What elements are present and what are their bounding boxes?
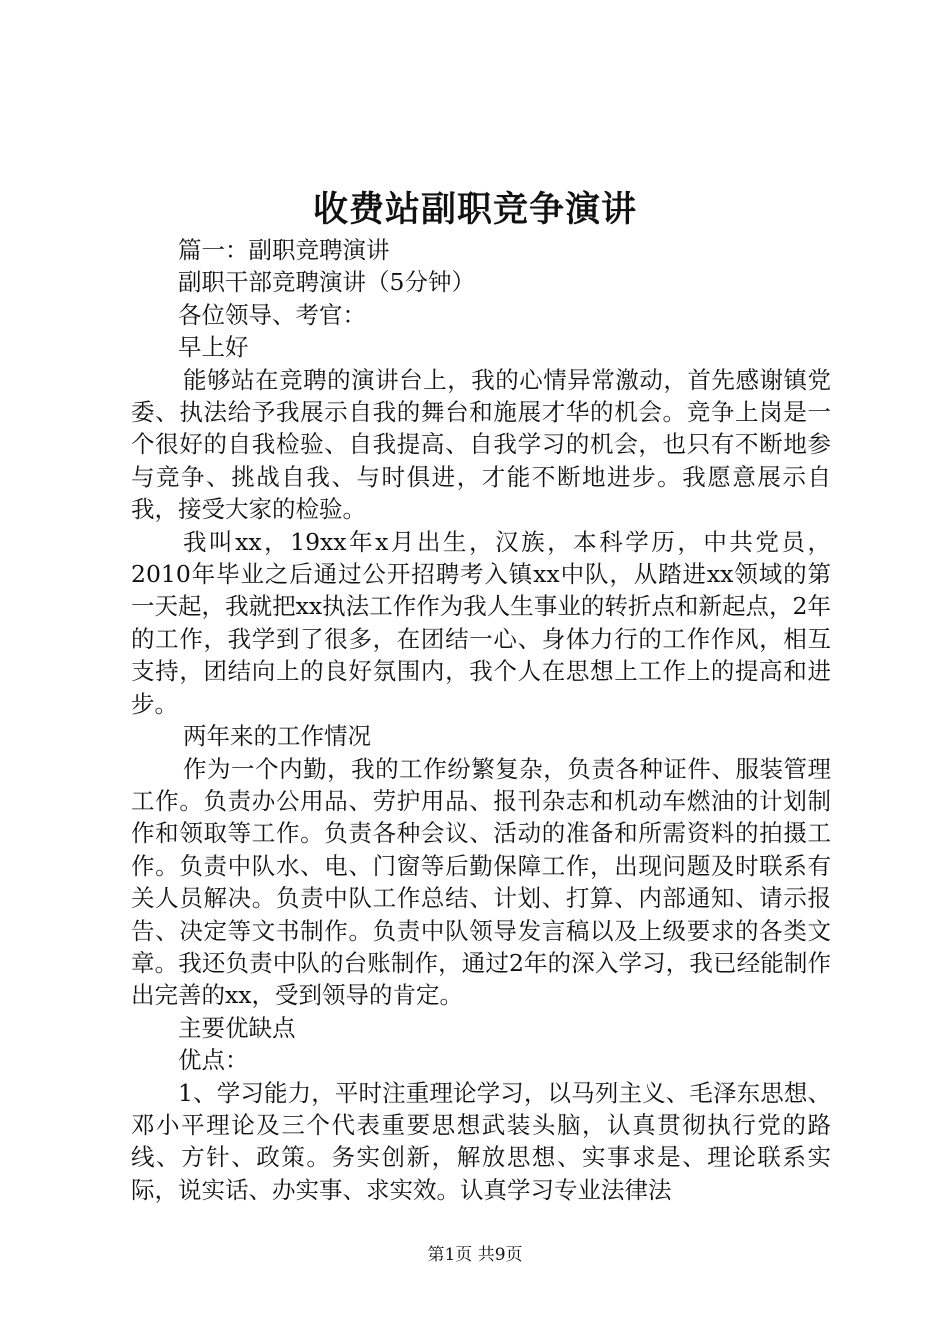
speech-subtitle: 副职干部竞聘演讲（5分钟） [178, 268, 475, 297]
paragraph-work-duties: 作为一个内勤，我的工作纷繁复杂，负责各种证件、服装管理工作。负责办公用品、劳护用品、报刊杂志和机动车燃油的计划制作和领取等工作。负责各种会议、活动的准备和所需资料的拍摄工作。负责中队水、电、门窗等后勤保障工作，出现问题及时联系有关人员解决。负责中队工作总结、计划、打算、内部通知、请示报告、决定等文书制作。负责中队领导发言稿以及上级要求的各类文章。我还负责中队的台账制作，通过2年的深入学习，我已经能制作出完善的xx，受到领导的肯定。 [131, 754, 831, 1010]
paragraph-intro: 能够站在竞聘的演讲台上，我的心情异常激动，首先感谢镇党委、执法给予我展示自我的舞台和施展才华的机会。竞争上岗是一个很好的自我检验、自我提高、自我学习的机会，也只有不断地参与竞争、挑战自我、与时俱进，才能不断地进步。我愿意展示自我，接受大家的检验。 [131, 365, 831, 524]
subheading-work-situation: 两年来的工作情况 [183, 722, 371, 751]
subheading-strengths: 优点： [178, 1046, 249, 1075]
paragraph-learning-ability: 1、学习能力，平时注重理论学习，以马列主义、毛泽东思想、邓小平理论及三个代表重要思想武装头脑，认真贯彻执行党的路线、方针、政策。务实创新，解放思想、实事求是、理论联系实际，说实话、办实事、求实效。认真学习专业法律法 [131, 1078, 831, 1204]
salutation: 各位领导、考官： [178, 300, 366, 329]
document-body [131, 234, 831, 1206]
paragraph-self-introduction: 我叫xx，19xx年x月出生，汉族，本科学历，中共党员，2010年毕业之后通过公开招聘考入镇xx中队，从踏进xx领域的第一天起，我就把xx执法工作作为我人生事业的转折点和新起点，2年的工作，我学到了很多，在团结一心、身体力行的工作作风，相互支持，团结向上的良好氛围内，我个人在思想上工作上的提高和进步。 [131, 527, 831, 718]
subheading-strengths-weaknesses: 主要优缺点 [178, 1013, 296, 1042]
section-heading: 篇一：副职竞聘演讲 [178, 236, 390, 264]
greeting: 早上好 [178, 333, 249, 362]
page-number-footer: 第1页 共9页 [427, 1245, 523, 1265]
document-title: 收费站副职竞争演讲 [312, 189, 637, 230]
